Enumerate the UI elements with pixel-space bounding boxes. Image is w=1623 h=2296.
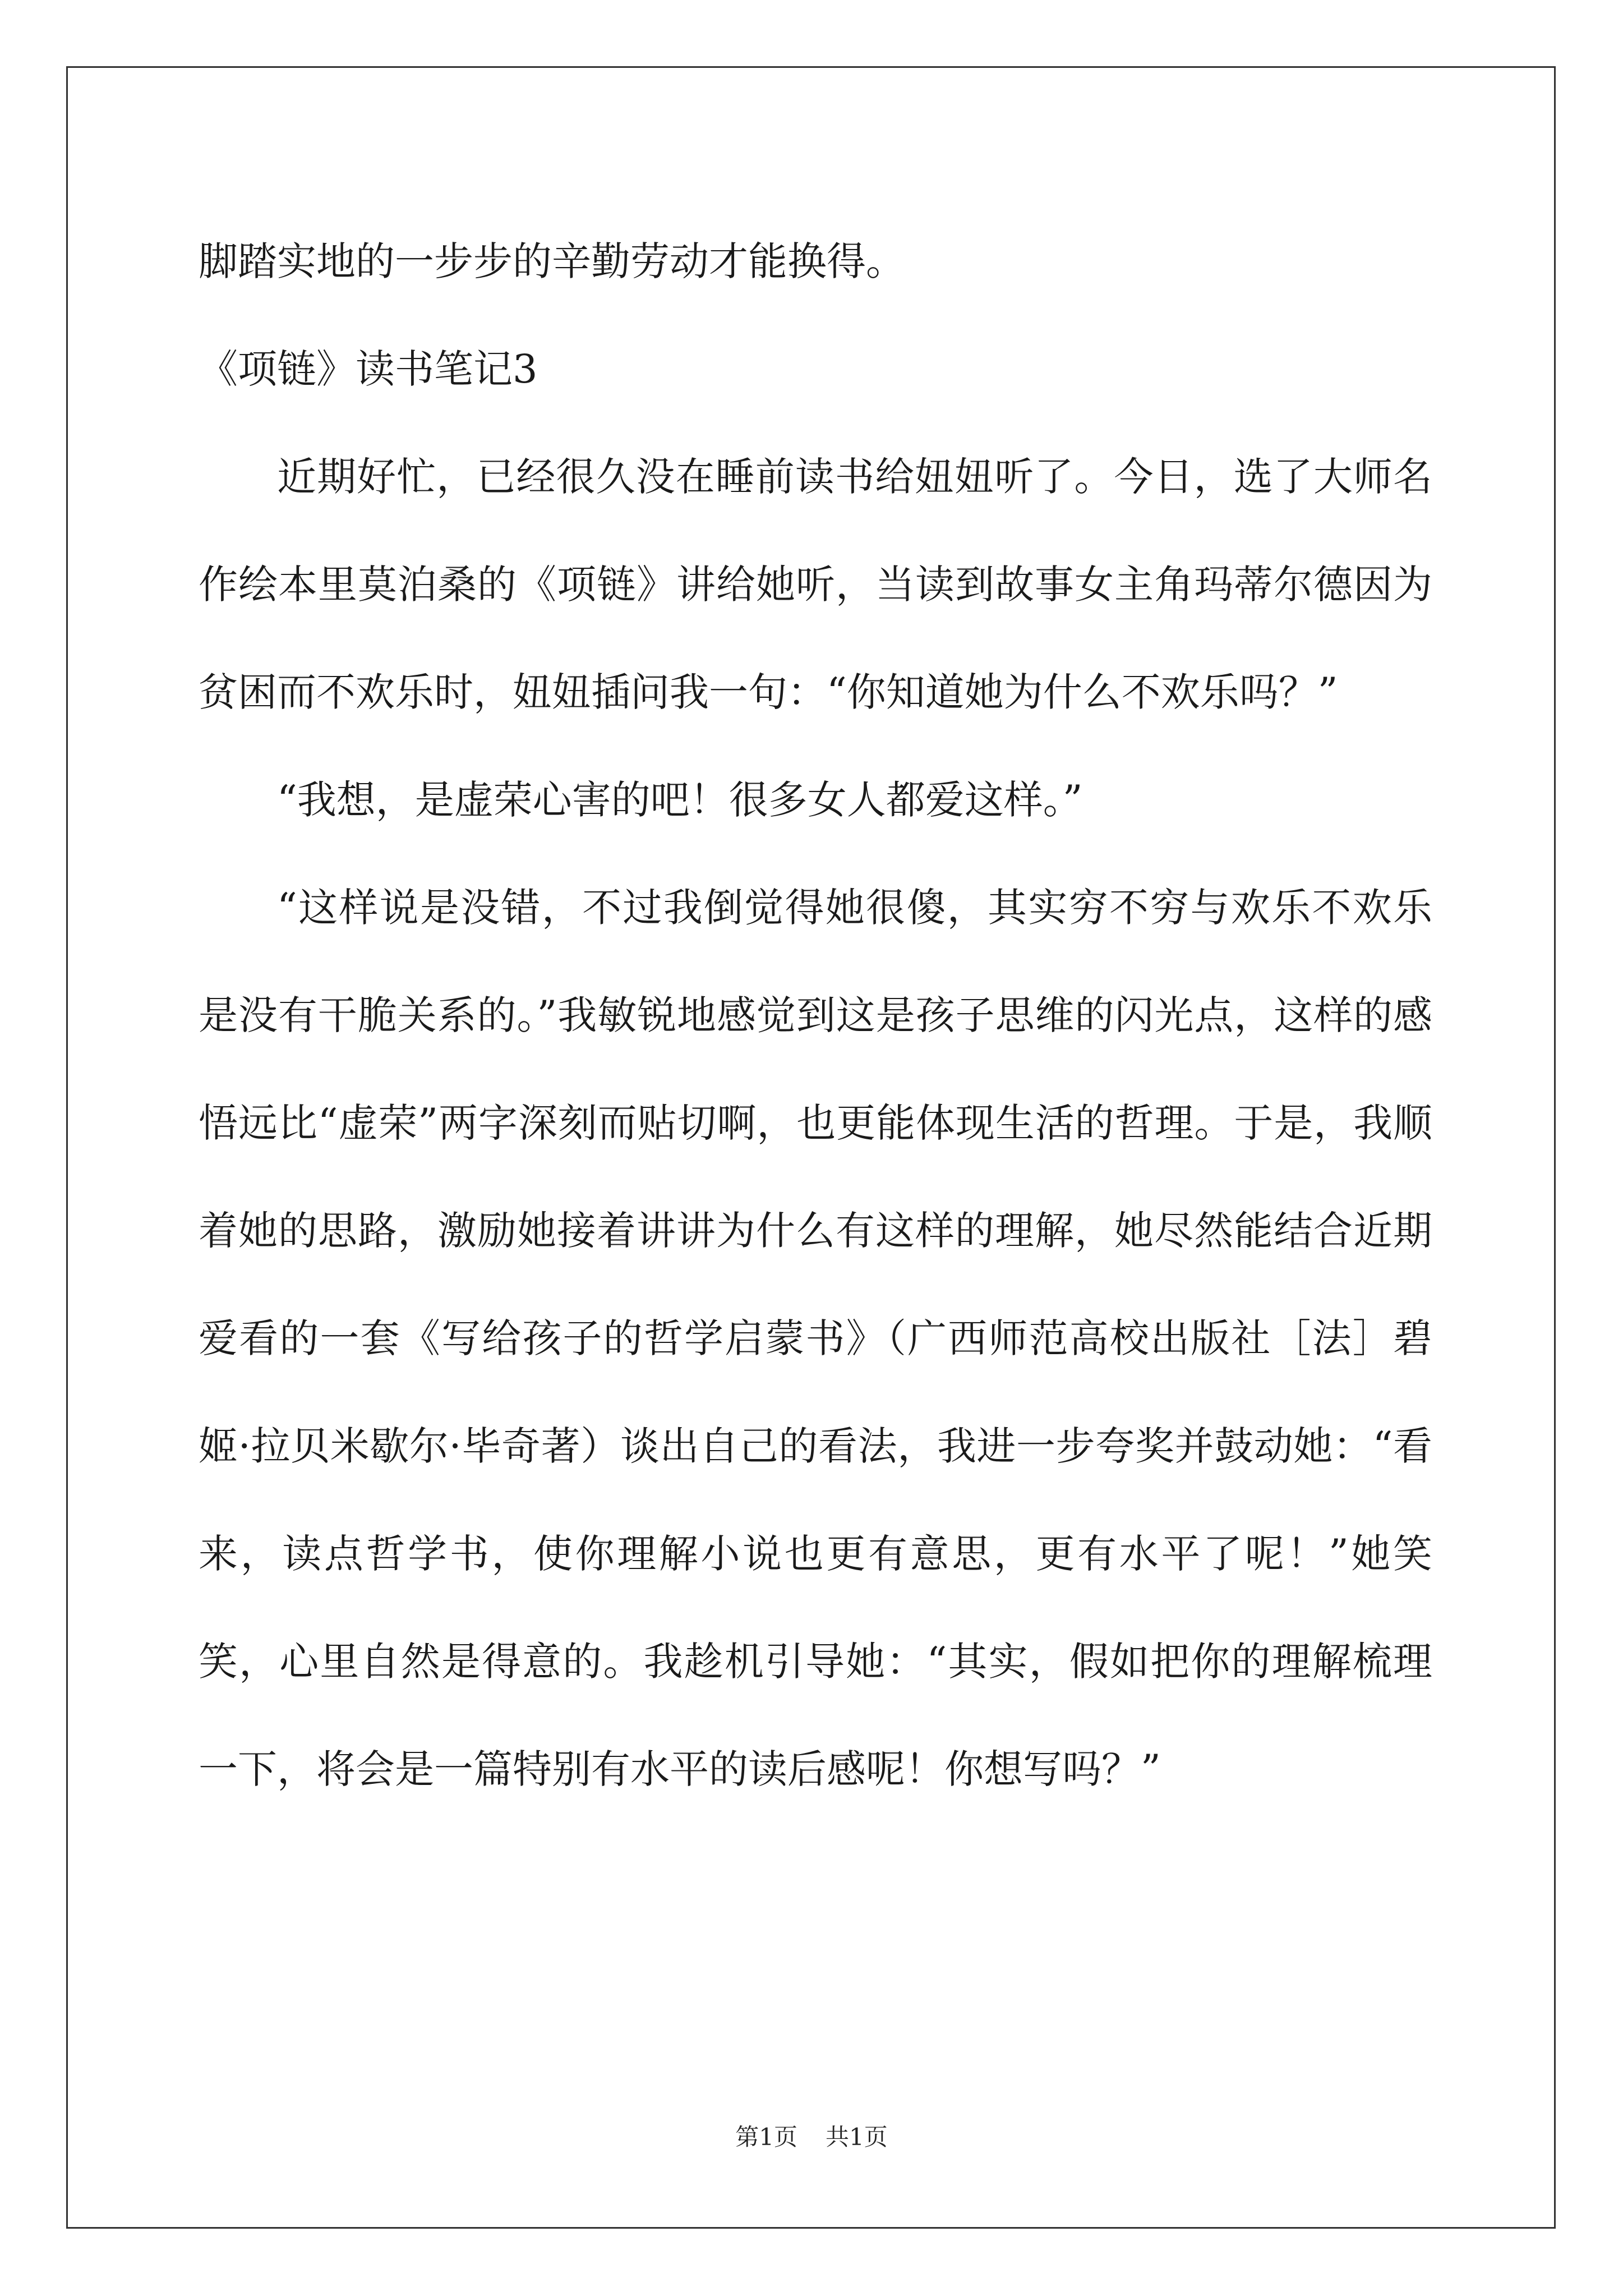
paragraph: 近期好忙，已经很久没在睡前读书给妞妞听了。今日，选了大师名作绘本里莫泊桑的《项链》讲给她听，当读到故事女主角玛蒂尔德因为贫困而不欢乐时，妞妞插问我一句：“你知道她为什么不欢乐吗？” xyxy=(199,454,1432,715)
total-pages: 共1页 xyxy=(826,2123,888,2151)
paragraph-continuation: 脚踏实地的一步步的辛勤劳动才能换得。 xyxy=(199,238,905,284)
document-body xyxy=(199,208,1432,1823)
page-number: 第1页 xyxy=(735,2123,797,2151)
paragraph: “这样说是没错，不过我倒觉得她很傻，其实穷不穷与欢乐不欢乐是没有干脆关系的。”我敏锐地感觉到这是孩子思维的闪光点，这样的感悟远比“虚荣”两字深刻而贴切啊，也更能体现生活的哲理。于是，我顺着她的思路，激励她接着讲讲为什么有这样的理解，她尽然能结合近期爱看的一套《写给孩子的哲学启蒙书》（广西师范高校出版社［法］碧姬·拉贝米歇尔·毕奇著）谈出自己的看法，我进一步夸奖并鼓动她：“看来，读点哲学书，使你理解小说也更有意思，更有水平了呢！”她笑笑，心里自然是得意的。我趁机引导她：“其实，假如把你的理解梳理一下，将会是一篇特别有水平的读后感呢！你想写吗？” xyxy=(199,885,1432,1792)
page-footer xyxy=(0,2123,1623,2151)
paragraph: “我想，是虚荣心害的吧！很多女人都爱这样。” xyxy=(277,777,1083,823)
section-title: 《项链》读书笔记3 xyxy=(199,346,538,392)
